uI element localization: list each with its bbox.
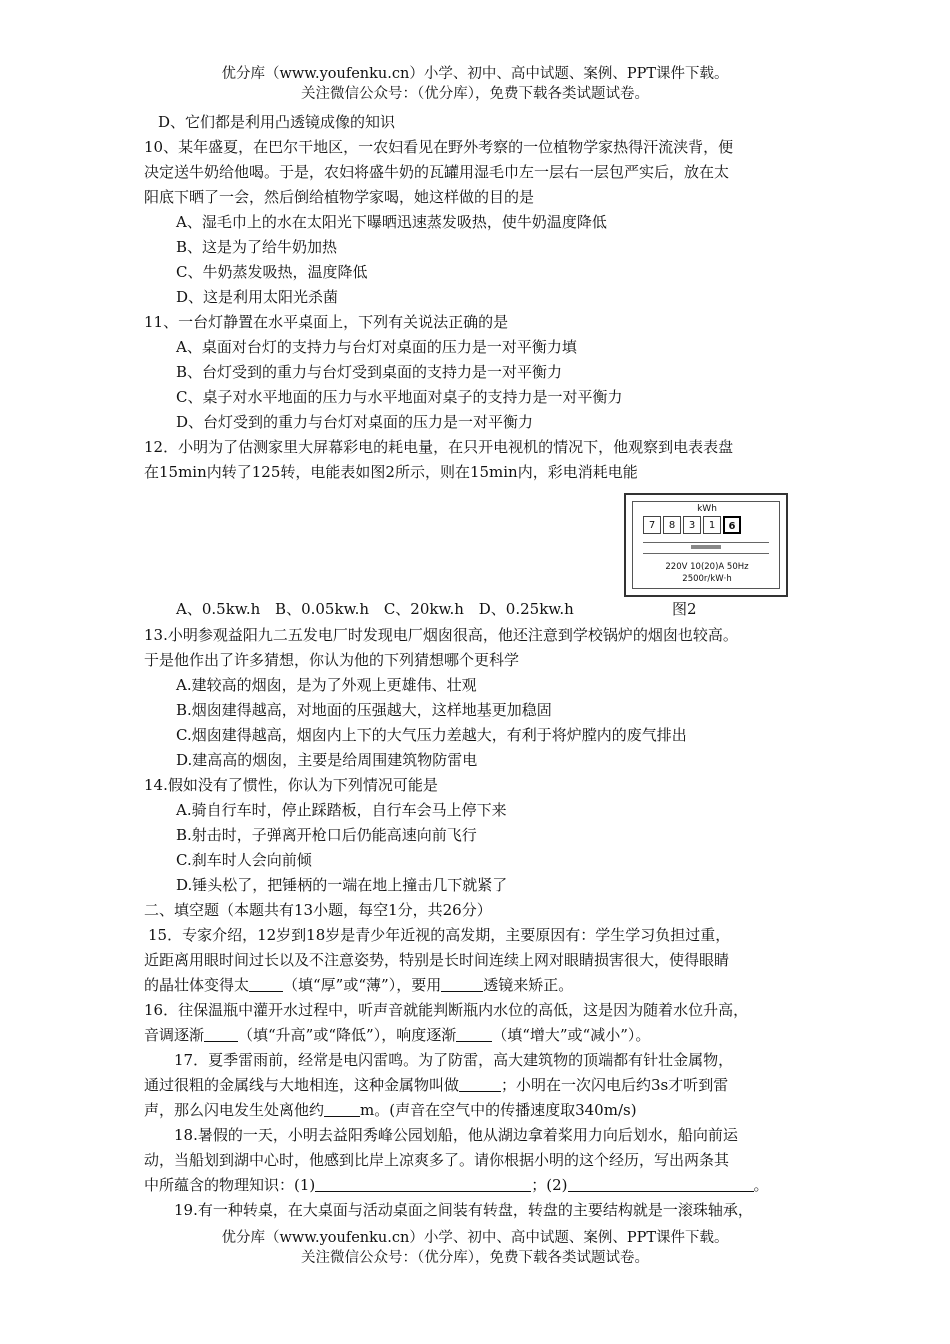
- q18-blank-1[interactable]: [315, 1175, 531, 1192]
- meter-unit-label: kWh: [697, 504, 717, 514]
- q19-line-1: 19.有一种转桌，在大桌面与活动桌面之间装有转盘，转盘的主要结构就是一滚珠轴承，: [174, 1201, 753, 1219]
- q11-option-c: C、桌子对水平地面的压力与水平地面对桌子的支持力是一对平衡力: [176, 388, 623, 406]
- header-line-1: 优分库（www.youfenku.cn）小学、初中、高中试题、案例、PPT课件下载。: [221, 66, 729, 82]
- page-header: [0, 64, 950, 104]
- q15-line-1: 15．专家介绍，12岁到18岁是青少年近视的高发期，主要原因有：学生学习负担过重，: [148, 926, 731, 944]
- q12-options: [176, 597, 584, 622]
- q18-line-2: 动，当船划到湖中心时，他感到比岸上凉爽多了。请你根据小明的这个经历，写出两条其: [144, 1151, 730, 1169]
- q16-text-c: （填“增大”或“减小”）。: [492, 1026, 651, 1044]
- q11-option-a: A、桌面对台灯的支持力与台灯对桌面的压力是一对平衡力填: [176, 338, 577, 356]
- figure-caption: 图2: [672, 600, 697, 618]
- q13-line-2: 于是他作出了许多猜想，你认为他的下列猜想哪个更科学: [144, 651, 520, 669]
- footer-line-2: 关注微信公众号：（优分库），免费下载各类试题试卷。: [301, 1250, 649, 1266]
- q12-option-a: A、0.5kw.h: [176, 600, 261, 618]
- q14-option-d: D.锤头松了，把锤柄的一端在地上撞击几下就紧了: [176, 876, 508, 894]
- q13-option-c: C.烟囱建得越高，烟囱内上下的大气压力差越大，有利于将炉膛内的废气排出: [176, 726, 687, 744]
- meter-digit: 8: [663, 516, 681, 534]
- q14-option-b: B.射击时，子弹离开枪口后仍能高速向前飞行: [176, 826, 477, 844]
- q16-text-a: 音调逐渐: [144, 1026, 205, 1044]
- q18-text-a: 中所蕴含的物理知识：(1): [144, 1176, 316, 1194]
- meter-spec-constant: 2500r/kW·h: [682, 574, 732, 584]
- q17-line-1: 17．夏季雷雨前，经常是电闪雷鸣。为了防雷，高大建筑物的顶端都有针壮金属物，: [174, 1051, 734, 1069]
- q15-text-b: （填“厚”或“薄”），要用: [283, 976, 442, 994]
- q11-line-1: 11、一台灯静置在水平桌面上，下列有关说法正确的是: [144, 313, 509, 331]
- q13-option-a: A.建较高的烟囱，是为了外观上更雄伟、壮观: [176, 676, 477, 694]
- q14-line-1: 14.假如没有了惯性，你认为下列情况可能是: [144, 776, 438, 794]
- q14-option-c: C.刹车时人会向前倾: [176, 851, 312, 869]
- q16-line-1: 16．往保温瓶中灌开水过程中，听声音就能判断瓶内水位的高低，这是因为随着水位升高，: [144, 1001, 749, 1019]
- meter-spec-rating: 220V 10(20)A 50Hz: [665, 562, 749, 572]
- meter-digit: 1: [703, 516, 721, 534]
- meter-rotating-disc: [643, 542, 769, 554]
- q17-text-a: 通过很粗的金属线与大地相连，这种金属物叫做: [144, 1076, 460, 1094]
- q12-line-1: 12．小明为了估测家里大屏幕彩电的耗电量，在只开电视机的情况下，他观察到电表表盘: [144, 438, 734, 456]
- q10-option-a: A、湿毛巾上的水在太阳光下曝晒迅速蒸发吸热，使牛奶温度降低: [176, 213, 607, 231]
- q17-text-c: 声，那么闪电发生处离他约: [144, 1101, 325, 1119]
- meter-digit-decimal: 6: [723, 516, 741, 534]
- q10-option-d: D、这是利用太阳光杀菌: [176, 288, 339, 306]
- q14-option-a: A.骑自行车时，停止踩踏板，自行车会马上停下来: [176, 801, 507, 819]
- q12-figure-area: [144, 485, 824, 623]
- q15-text-c: 透镜来矫正。: [483, 976, 574, 994]
- q10-option-c: C、牛奶蒸发吸热，温度降低: [176, 263, 368, 281]
- q15-blank-2[interactable]: [441, 975, 483, 992]
- q12-line-2: 在15min内转了125转，电能表如图2所示，则在15min内，彩电消耗电能: [144, 463, 638, 481]
- meter-digit: 7: [643, 516, 661, 534]
- q15-text-a: 的晶壮体变得太: [144, 976, 250, 994]
- meter-digits: [643, 516, 743, 534]
- q15-blank-1[interactable]: [249, 975, 283, 992]
- q12-option-d: D、0.25kw.h: [478, 600, 574, 618]
- q17-text-d: m。(声音在空气中的传播速度取340m/s): [360, 1101, 637, 1119]
- q17-blank-1[interactable]: [459, 1075, 501, 1092]
- q18-text-b: ；(2): [531, 1176, 568, 1194]
- q13-line-1: 13.小明参观益阳九二五发电厂时发现电厂烟囱很高，他还注意到学校锅炉的烟囱也较高。: [144, 626, 738, 644]
- footer-line-1: 优分库（www.youfenku.cn）小学、初中、高中试题、案例、PPT课件下载。: [221, 1230, 729, 1246]
- q16-blank-2[interactable]: [456, 1025, 492, 1042]
- q13-option-b: B.烟囱建得越高，对地面的压强越大，这样地基更加稳固: [176, 701, 552, 719]
- exam-content: [144, 110, 824, 1223]
- q11-option-b: B、台灯受到的重力与台灯受到桌面的支持力是一对平衡力: [176, 363, 563, 381]
- q15-line-2: 近距离用眼时间过长以及不注意姿势，特别是长时间连续上网对眼睛损害很大，使得眼睛: [144, 951, 730, 969]
- q18-text-c: 。: [753, 1176, 769, 1194]
- q9-option-d: D、它们都是利用凸透镜成像的知识: [158, 113, 396, 131]
- q10-option-b: B、这是为了给牛奶加热: [176, 238, 338, 256]
- q17-line-3: [144, 1098, 824, 1123]
- q16-line-2: [144, 1023, 824, 1048]
- q10-line-2: 决定送牛奶给他喝。于是，农妇将盛牛奶的瓦罐用湿毛巾左一层右一层包严实后，放在太: [144, 163, 730, 181]
- q17-blank-2[interactable]: [324, 1100, 360, 1117]
- meter-digit: 3: [683, 516, 701, 534]
- q12-option-c: C、20kw.h: [383, 600, 464, 618]
- meter-face: [632, 501, 780, 589]
- q10-line-1: 10、某年盛夏，在巴尔干地区，一农妇看见在野外考察的一位植物学家热得汗流浃背，便: [144, 138, 734, 156]
- q15-line-3: [144, 973, 824, 998]
- q18-line-1: 18.暑假的一天，小明去益阳秀峰公园划船，他从湖边拿着桨用力向后划水，船向前运: [174, 1126, 738, 1144]
- q18-blank-2[interactable]: [568, 1175, 754, 1192]
- q18-line-3: [144, 1173, 824, 1198]
- q11-option-d: D、台灯受到的重力与台灯对桌面的压力是一对平衡力: [176, 413, 534, 431]
- q13-option-d: D.建高高的烟囱，主要是给周围建筑物防雷电: [176, 751, 478, 769]
- q10-line-3: 阳底下晒了一会，然后倒给植物学家喝，她这样做的目的是: [144, 188, 535, 206]
- q16-text-b: （填“升高”或“降低”），响度逐渐: [238, 1026, 457, 1044]
- header-line-2: 关注微信公众号：（优分库），免费下载各类试题试卷。: [301, 86, 649, 102]
- page-footer: [0, 1228, 950, 1268]
- q17-text-b: ；小明在一次闪电后约3s才听到雷: [501, 1076, 729, 1094]
- q12-option-b: B、0.05kw.h: [275, 600, 370, 618]
- q17-line-2: [144, 1073, 824, 1098]
- q16-blank-1[interactable]: [204, 1025, 238, 1042]
- section-2-title: 二、填空题（本题共有13小题，每空1分，共26分）: [144, 901, 492, 919]
- electric-meter-figure: [624, 493, 788, 597]
